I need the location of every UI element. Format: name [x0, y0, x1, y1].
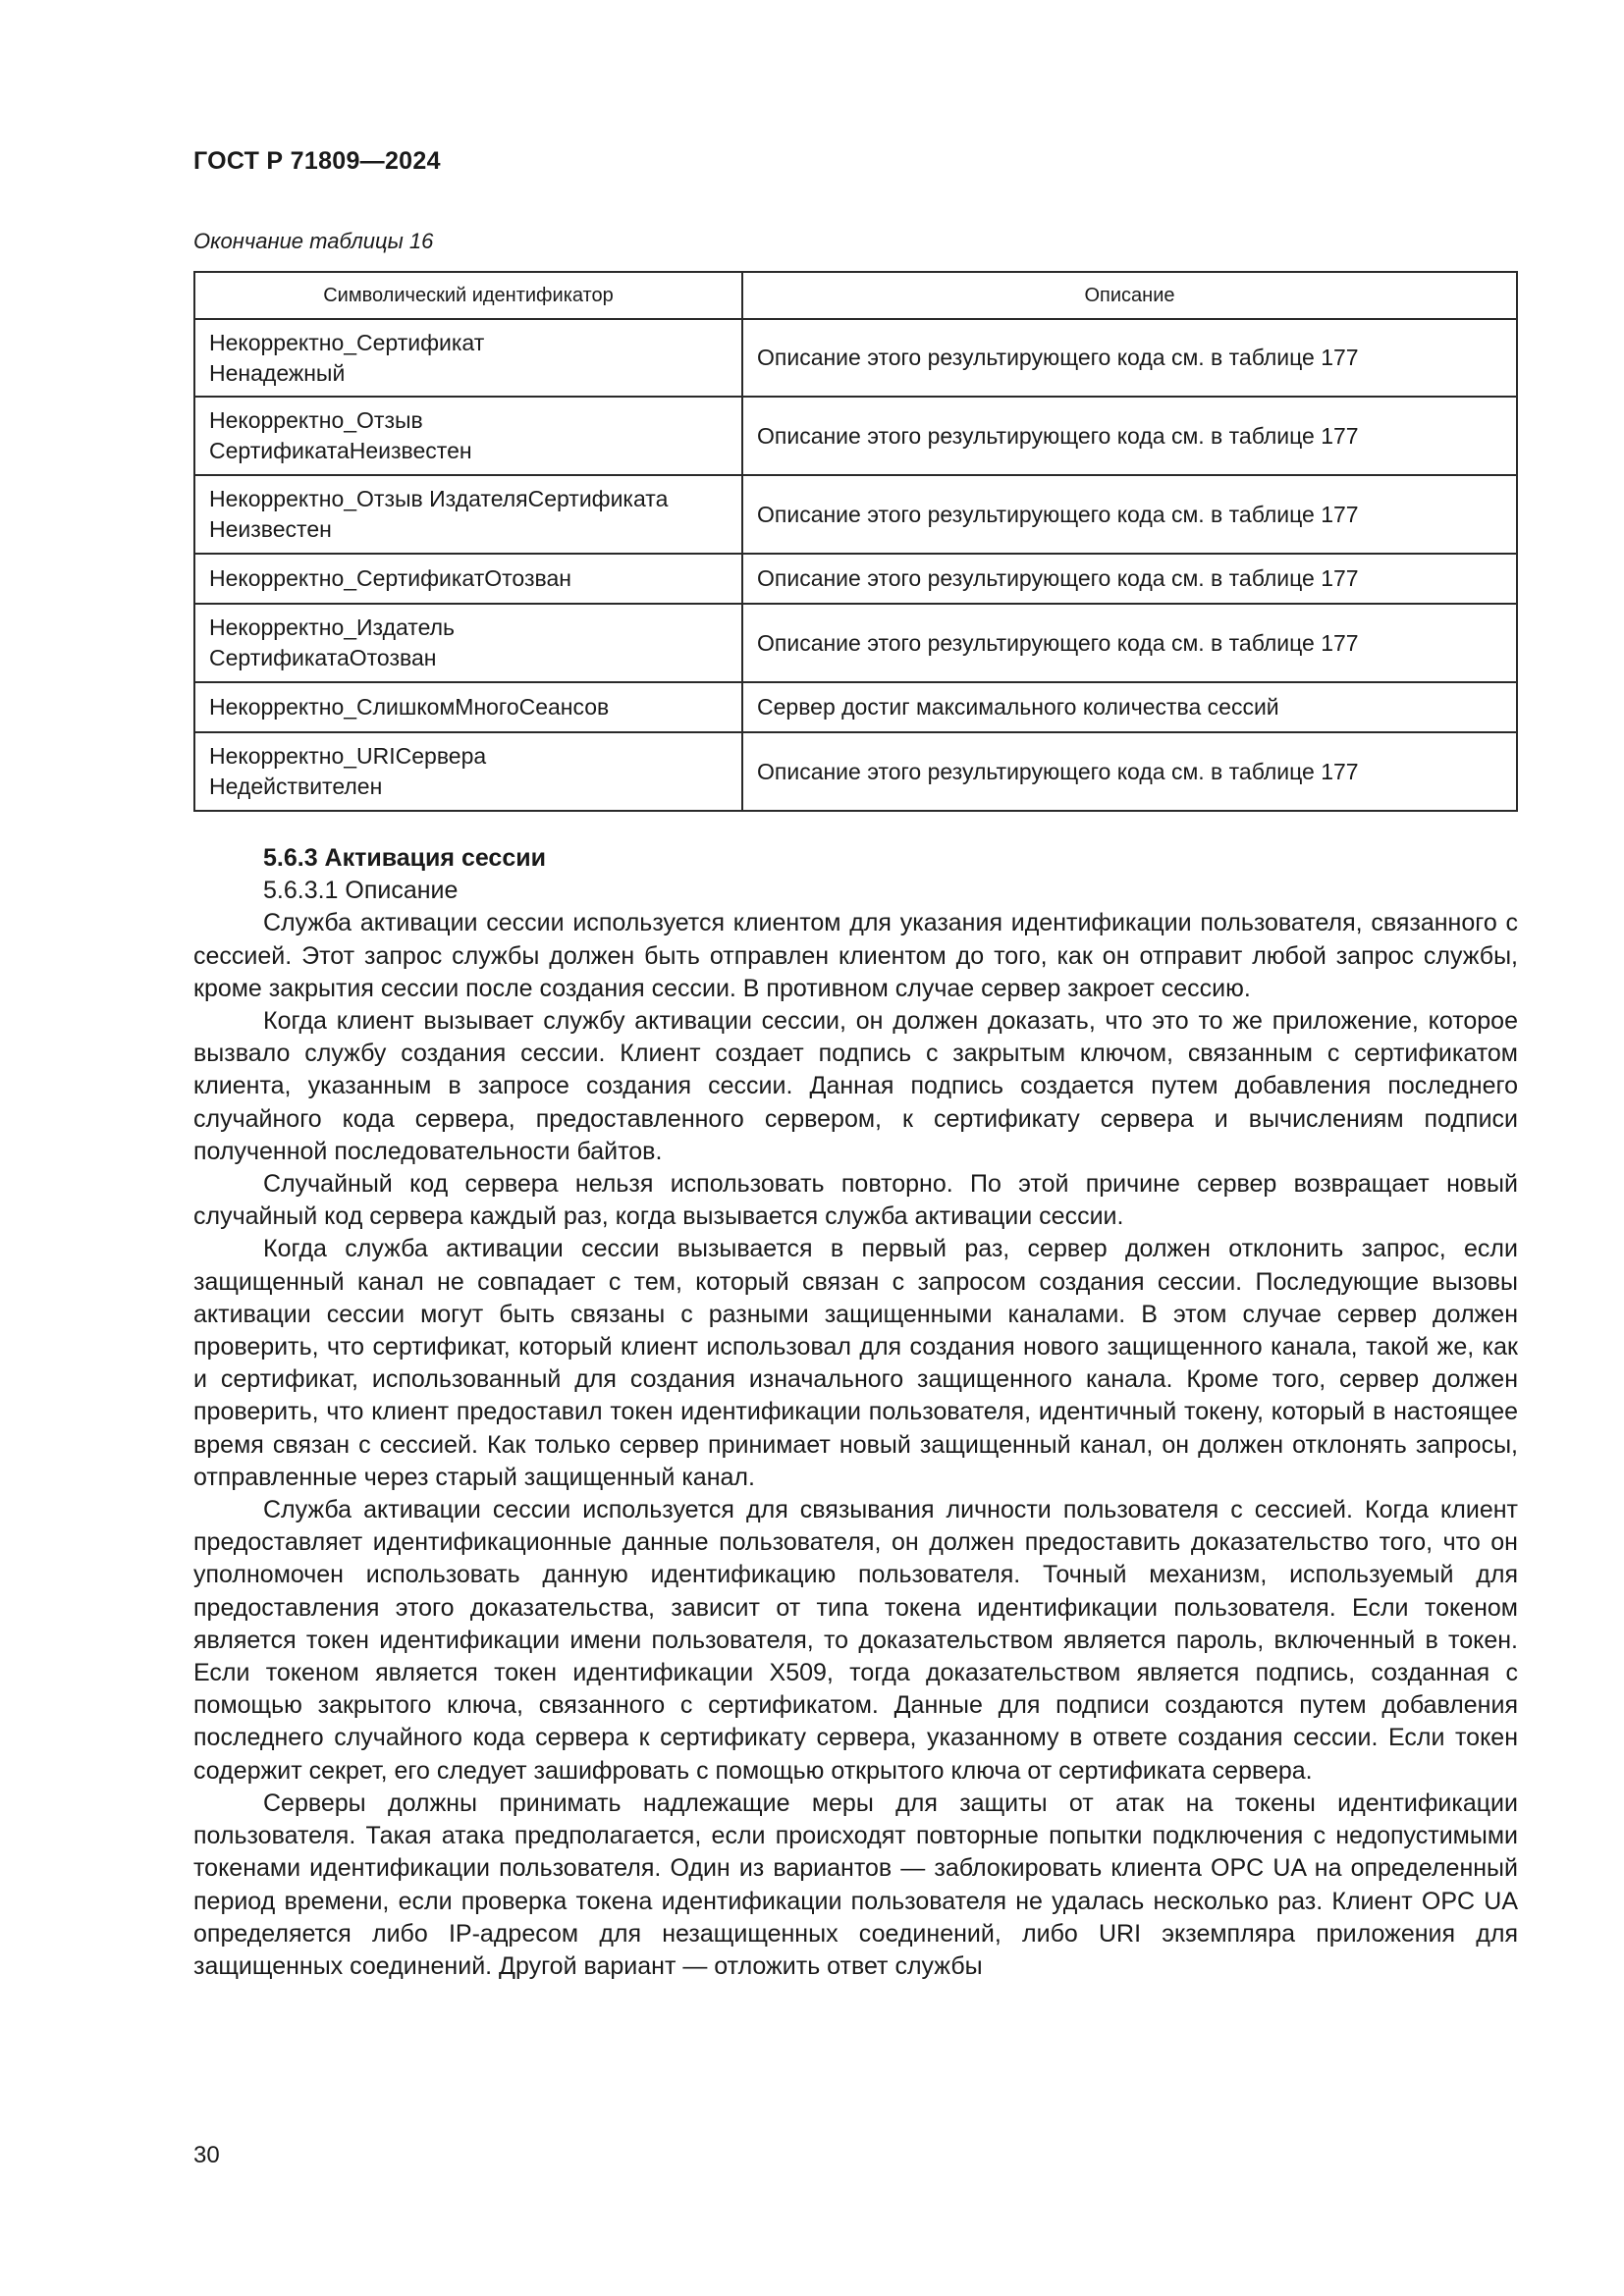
- table-row: [194, 604, 1517, 682]
- column-header-description: Описание: [742, 272, 1517, 319]
- description-cell: Описание этого результирующего кода см. в таблице 177: [742, 732, 1517, 811]
- symbolic-id-cell: [194, 554, 742, 604]
- description-cell: Описание этого результирующего кода см. в таблице 177: [742, 319, 1517, 397]
- description-cell: Описание этого результирующего кода см. в таблице 177: [742, 604, 1517, 682]
- table-header-row: [194, 272, 1517, 319]
- description-cell: Описание этого результирующего кода см. в таблице 177: [742, 397, 1517, 475]
- body-paragraph: Когда служба активации сессии вызывается в первый раз, сервер должен отклонить запрос, если защищенный канал не совпадает с тем, который связан с запросом создания сессии. Последующие вызовы активации сессии могут быть связаны с разными защищенными каналами. В этом случае сервер должен проверить, что сертификат, который клиент использовал для создания нового защищенного канала, такой же, как и сертификат, использованный для создания изначального защищенного канала. Кроме того, сервер должен проверить, что клиент предоставил токен идентификации пользователя, идентичный токену, который в настоящее время связан с сессией. Как только сервер принимает новый защищенный канал, он должен отклонять запросы, отправленные через старый защищенный канал.: [193, 1235, 1518, 1491]
- document-header: ГОСТ Р 71809—2024: [193, 147, 441, 175]
- column-header-identifier: Символический идентификатор: [194, 272, 742, 319]
- symbolic-id-line: Некорректно_Отзыв ИздателяСертификата: [209, 486, 669, 511]
- body-paragraph: Случайный код сервера нельзя использовать повторно. По этой причине сервер возвращает новый случайный код сервера каждый раз, когда вызывается служба активации сессии.: [193, 1170, 1518, 1231]
- description-cell: Описание этого результирующего кода см. в таблице 177: [742, 475, 1517, 554]
- symbolic-id-line: Некорректно_Сертификат: [209, 329, 485, 355]
- symbolic-id-cell: [194, 397, 742, 475]
- table-row: [194, 554, 1517, 604]
- page-number: 30: [193, 2142, 220, 2168]
- symbolic-id-line: Недействителен: [209, 774, 383, 799]
- symbolic-id-cell: [194, 319, 742, 397]
- table-caption: Окончание таблицы 16: [193, 229, 434, 253]
- table-row: [194, 682, 1517, 732]
- symbolic-id-cell: [194, 682, 742, 732]
- table-row: [194, 475, 1517, 554]
- table-row: [194, 732, 1517, 811]
- symbolic-id-line: Некорректно_СлишкомМногоСеансов: [209, 694, 610, 720]
- symbolic-id-cell: [194, 604, 742, 682]
- table-row: [194, 397, 1517, 475]
- symbolic-id-line: СертификатаОтозван: [209, 645, 437, 670]
- symbolic-id-line: Некорректно_URIСервера: [209, 743, 487, 769]
- body-paragraph: Серверы должны принимать надлежащие меры для защиты от атак на токены идентификации пользователя. Такая атака предполагается, если происходят повторные попытки подключения с недопустимыми токенами идентификации пользователя. Один из вариантов — заблокировать клиента OPC UA на определенный период времени, если проверка токена идентификации пользователя не удалась несколько раз. Клиент OPC UA определяется либо IP-адресом для незащищенных соединений, либо URI экземпляра приложения для защищенных соединений. Другой вариант — отложить ответ службы: [193, 1789, 1518, 1980]
- symbolic-id-cell: [194, 732, 742, 811]
- symbolic-id-line: Неизвестен: [209, 516, 332, 542]
- symbolic-id-cell: [194, 475, 742, 554]
- symbolic-id-line: СертификатаНеизвестен: [209, 438, 472, 463]
- body-paragraph: Служба активации сессии используется клиентом для указания идентификации пользователя, связанного с сессией. Этот запрос службы должен быть отправлен клиентом до того, как он отправит любой запрос службы, кроме закрытия сессии после создания сессии. В противном случае сервер закроет сессию.: [193, 909, 1518, 1002]
- symbolic-id-line: Некорректно_Отзыв: [209, 407, 423, 433]
- subsection-heading: 5.6.3.1 Описание: [263, 877, 459, 905]
- result-codes-table: [193, 271, 1518, 812]
- symbolic-id-line: Ненадежный: [209, 359, 346, 386]
- section-body: [193, 842, 1518, 1983]
- description-cell: Сервер достиг максимального количества сессий: [742, 682, 1517, 732]
- body-paragraph: Когда клиент вызывает службу активации сессии, он должен доказать, что это то же приложение, которое вызвало службу создания сессии. Клиент создает подпись с закрытым ключом, связанным с сертификатом клиента, указанным в запросе создания сессии. Данная подпись создается путем добавления последнего случайного кода сервера, предоставленного сервером, к сертификату сервера и вычислениям подписи полученной последовательности байтов.: [193, 1007, 1518, 1165]
- body-paragraph: Служба активации сессии используется для связывания личности пользователя с сессией. Когда клиент предоставляет идентификационные данные пользователя, он должен предоставить доказательство того, что он уполномочен использовать данную идентификацию пользователя. Точный механизм, используемый для предоставления этого доказательства, зависит от типа токена идентификации пользователя. Если токеном является токен идентификации имени пользователя, то доказательством является пароль, включенный в токен. Если токеном является токен идентификации X509, тогда доказательством является подпись, созданная с помощью закрытого ключа, связанного с сертификатом. Данные для подписи создаются путем добавления последнего случайного кода сервера к сертификату сервера, указанному в ответе создания сессии. Если токен содержит секрет, его следует зашифровать с помощью открытого ключа от сертификата сервера.: [193, 1496, 1518, 1785]
- symbolic-id-line: Некорректно_СертификатОтозван: [209, 565, 571, 591]
- table-row: [194, 319, 1517, 397]
- section-heading: 5.6.3 Активация сессии: [263, 844, 546, 872]
- description-cell: Описание этого результирующего кода см. в таблице 177: [742, 554, 1517, 604]
- symbolic-id-line: Некорректно_Издатель: [209, 614, 456, 640]
